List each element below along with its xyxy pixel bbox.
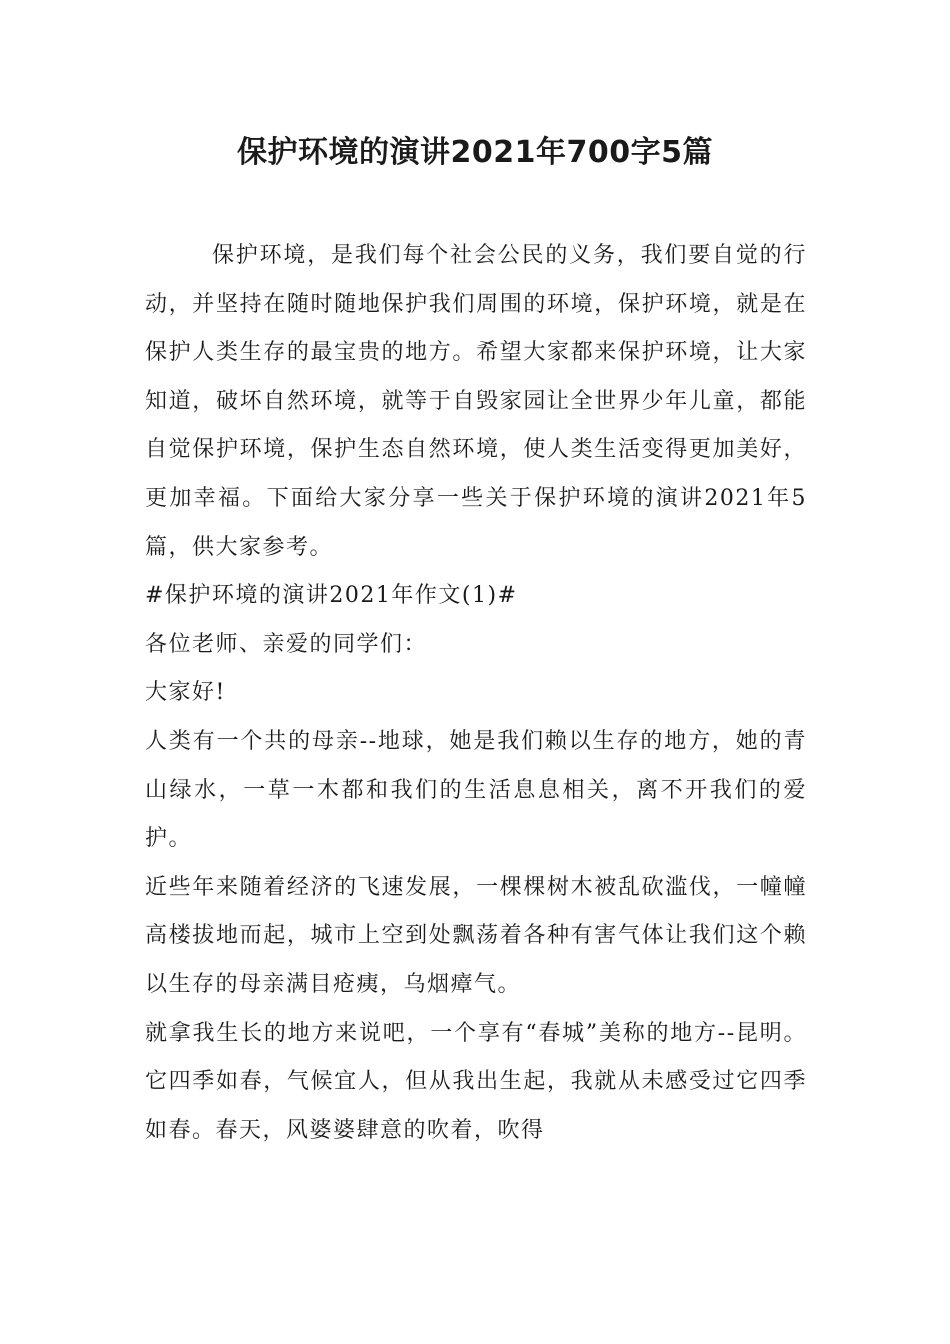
salutation: 各位老师、亲爱的同学们： bbox=[145, 631, 428, 657]
document-title: 保护环境的演讲2021年700字5篇 bbox=[237, 135, 713, 170]
section-heading: #保护环境的演讲2021年作文(1)# bbox=[145, 583, 518, 609]
body-paragraph: 就拿我生长的地方来说吧，一个享有“春城”美称的地方--昆明。它四季如春，气候宜人，但从我出生起，我就从未感受过它四季如春。春天，风婆婆肆意的吹着，吹得 bbox=[145, 1020, 807, 1143]
greeting: 大家好! bbox=[145, 680, 226, 706]
body-paragraph: 人类有一个共的母亲--地球，她是我们赖以生存的地方，她的青山绿水，一草一木都和我们的生活息息相关，离不开我们的爱护。 bbox=[145, 728, 807, 852]
document-body bbox=[145, 232, 807, 1155]
body-paragraph: 近些年来随着经济的飞速发展，一棵棵树木被乱砍滥伐，一幢幢高楼拔地而起，城市上空到处飘荡着各种有害气体让我们这个赖以生存的母亲满目疮痍，乌烟瘴气。 bbox=[145, 874, 807, 997]
intro-paragraph: 保护环境，是我们每个社会公民的义务，我们要自觉的行动，并坚持在随时随地保护我们周围的环境，保护环境，就是在保护人类生存的最宝贵的地方。希望大家都来保护环境，让大家知道，破坏自然环境，就等于自毁家园让全世界少年儿童，都能自觉保护环境，保护生态自然环境，使人类生活变得更加美好，更加幸福。下面给大家分享一些关于保护环境的演讲2021年5篇，供大家参考。 bbox=[145, 243, 807, 560]
